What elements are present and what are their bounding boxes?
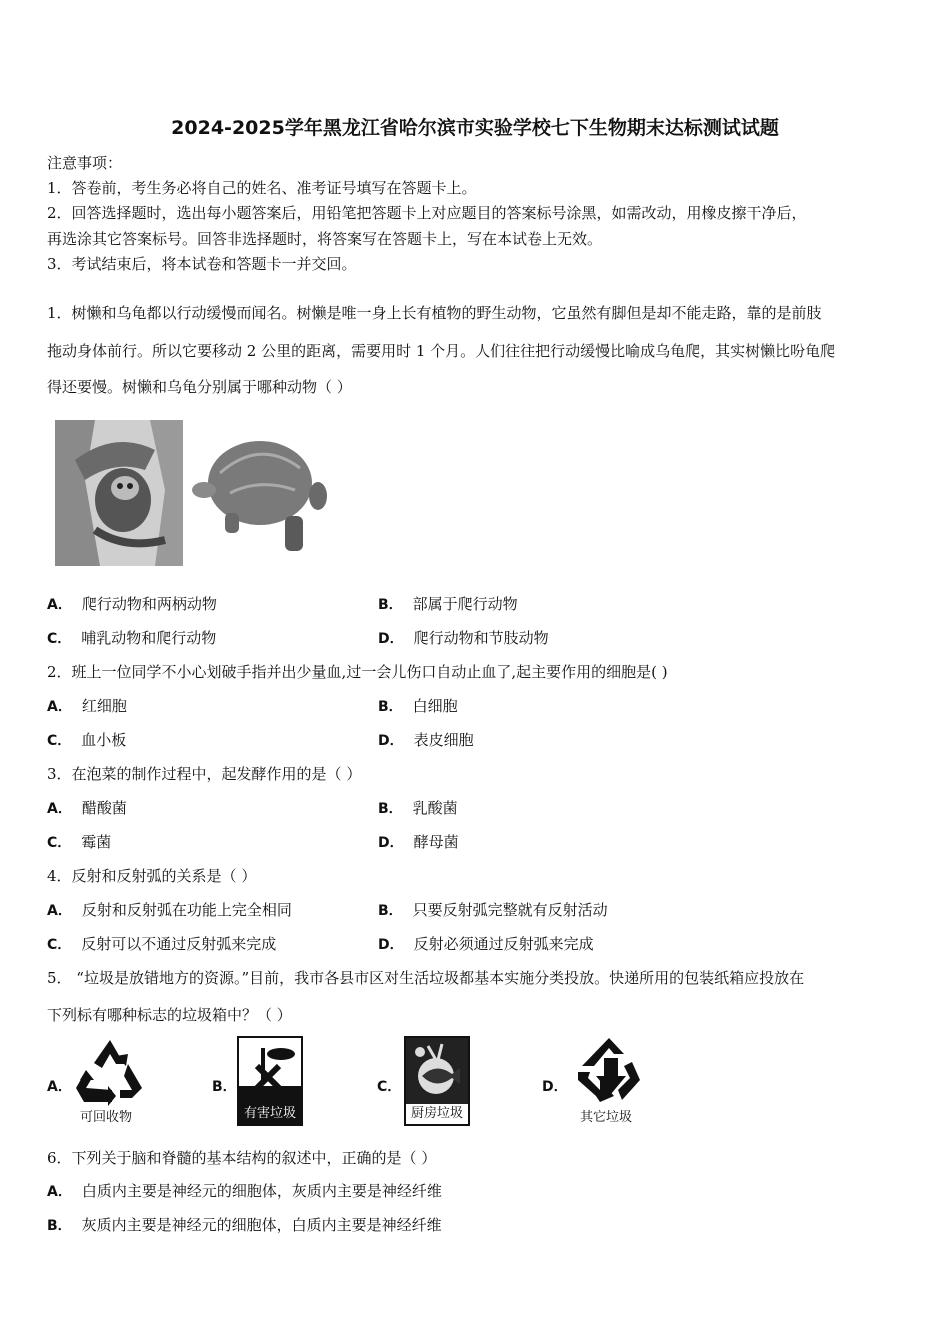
- q3-stem: 3．在泡菜的制作过程中，起发酵作用的是（ ）: [47, 765, 362, 783]
- other-waste-icon[interactable]: [574, 1036, 644, 1126]
- q5-option-a-caption: 可回收物: [80, 1110, 133, 1125]
- q5-option-a-label[interactable]: A．: [47, 1079, 72, 1095]
- q5-option-d-label[interactable]: D．: [542, 1079, 568, 1095]
- q6-stem: 6．下列关于脑和脊髓的基本结构的叙述中，正确的是（ ）: [47, 1149, 437, 1167]
- notice-heading: 注意事项：: [47, 154, 123, 172]
- notice-item: 2．回答选择题时，选出每小题答案后，用铅笔把答题卡上对应题目的答案标号涂黑，如需改动，用橡皮擦干净后，: [47, 204, 807, 222]
- q5-option-c-caption: 厨房垃圾: [406, 1104, 468, 1124]
- q5-option-b-label[interactable]: B．: [212, 1079, 237, 1095]
- q1-option-b[interactable]: B． 部属于爬行动物: [378, 595, 518, 613]
- q3-option-c[interactable]: C． 霉菌: [47, 833, 112, 851]
- q4-option-b[interactable]: B． 只要反射弧完整就有反射活动: [378, 901, 608, 919]
- q4-option-a[interactable]: A． 反射和反射弧在功能上完全相同: [47, 901, 292, 919]
- q4-option-c[interactable]: C． 反射可以不通过反射弧来完成: [47, 935, 277, 953]
- q5-option-b-caption: 有害垃圾: [239, 1104, 301, 1124]
- page-title: 2024-2025学年黑龙江省哈尔滨市实验学校七下生物期末达标测试试题: [171, 117, 779, 139]
- q2-option-a[interactable]: A． 红细胞: [47, 697, 127, 715]
- hazardous-waste-icon[interactable]: [237, 1036, 303, 1126]
- q2-option-b[interactable]: B． 白细胞: [378, 697, 458, 715]
- recycle-icon[interactable]: [72, 1036, 148, 1124]
- notice-item: 3．考试结束后，将本试卷和答题卡一并交回。: [47, 255, 357, 273]
- kitchen-waste-icon[interactable]: [404, 1036, 470, 1126]
- q1-option-d[interactable]: D． 爬行动物和节肢动物: [378, 629, 549, 647]
- sloth-photo: [55, 420, 183, 566]
- q6-option-b[interactable]: B． 灰质内主要是神经元的细胞体，白质内主要是神经纤维: [47, 1216, 442, 1234]
- q5-option-d-caption: 其它垃圾: [580, 1110, 633, 1125]
- q6-option-a[interactable]: A． 白质内主要是神经元的细胞体，灰质内主要是神经纤维: [47, 1182, 442, 1200]
- notice-item: 1．答卷前，考生务必将自己的姓名、准考证号填写在答题卡上。: [47, 179, 477, 197]
- q5-option-c-label[interactable]: C．: [377, 1079, 402, 1095]
- notice-item: 再选涂其它答案标号。回答非选择题时，将答案写在答题卡上，写在本试卷上无效。: [47, 230, 603, 248]
- q5-stem-line: 下列标有哪种标志的垃圾箱中？（ ）: [47, 1006, 292, 1024]
- q1-stem-line: 得还要慢。树懒和乌龟分别属于哪种动物（ ）: [47, 378, 352, 396]
- q2-stem: 2．班上一位同学不小心划破手指并出少量血,过一会儿伤口自动止血了,起主要作用的细胞是( ): [47, 663, 668, 681]
- q3-option-d[interactable]: D． 酵母菌: [378, 833, 459, 851]
- q5-stem-line: 5． “垃圾是放错地方的资源。”目前，我市各县市区对生活垃圾都基本实施分类投放。快递所用的包装纸箱应投放在: [47, 969, 805, 987]
- q1-option-a[interactable]: A． 爬行动物和两柄动物: [47, 595, 217, 613]
- q1-stem-line: 1．树懒和乌龟都以行动缓慢而闻名。树懒是唯一身上长有植物的野生动物，它虽然有脚但是却不能走路，靠的是前肢: [47, 304, 822, 322]
- q4-option-d[interactable]: D． 反射必须通过反射弧来完成: [378, 935, 594, 953]
- q1-stem-line: 拖动身体前行。所以它要移动 2 公里的距离，需要用时 1 个月。人们往往把行动缓慢比喻成乌龟爬，其实树懒比吩龟爬: [47, 342, 836, 360]
- q2-option-d[interactable]: D． 表皮细胞: [378, 731, 474, 749]
- q3-option-b[interactable]: B． 乳酸菌: [378, 799, 458, 817]
- q1-option-c[interactable]: C． 哺乳动物和爬行动物: [47, 629, 217, 647]
- q3-option-a[interactable]: A． 醋酸菌: [47, 799, 127, 817]
- q2-option-c[interactable]: C． 血小板: [47, 731, 127, 749]
- q4-stem: 4．反射和反射弧的关系是（ ）: [47, 867, 257, 885]
- turtle-photo: [190, 428, 330, 556]
